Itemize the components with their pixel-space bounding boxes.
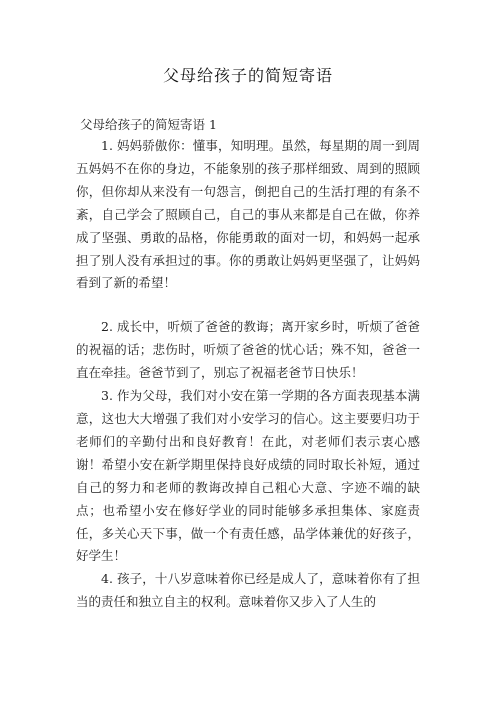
paragraph-1: 1. 妈妈骄傲你：懂事，知明理。虽然，每星期的周一到周五妈妈不在你的身边，不能象别的孩子那样细致、周到的照顾你，但你却从来没有一句怨言，倒把自己的生活打理的有条不紊，自己学会了照顾自己，自己的事从来都是自己在做，你养成了坚强、勇敢的品格，你能勇敢的面对一切，和妈妈一起承担了别人没有承担过的事。你的勇敢让妈妈更坚强了，让妈妈看到了新的希望！: [76, 138, 420, 291]
paragraph-2: 2. 成长中，听烦了爸爸的教诲；离开家乡时，听烦了爸爸的祝福的话；悲伤时，听烦了爸爸的忧心话；殊不知，爸爸一直在牵挂。爸爸节到了，别忘了祝福老爸节日快乐！: [76, 319, 420, 381]
paragraph-4: 4. 孩子，十八岁意味着你已经是成人了，意味着你有了担当的责任和独立自主的权利。意味着你又步入了人生的: [76, 571, 420, 610]
paragraph-3: 3. 作为父母，我们对小安在第一学期的各方面表现基本满意，这也大大增强了我们对小安学习的信心。这主要要归功于老师们的辛勤付出和良好教育！在此，对老师们表示衷心感谢！希望小安在新学期里保持良好成绩的同时取长补短，通过自己的努力和老师的教诲改掉自己粗心大意、字迹不端的缺点；也希望小安在修好学业的同时能够多承担集体、家庭责任，多关心天下事，做一个有责任感，品学体兼优的好孩子，好学生！: [76, 388, 420, 564]
document-body: [76, 135, 420, 614]
section-heading: 父母给孩子的简短寄语 1: [80, 117, 217, 132]
document-title: 父母给孩子的简短寄语: [162, 66, 333, 85]
